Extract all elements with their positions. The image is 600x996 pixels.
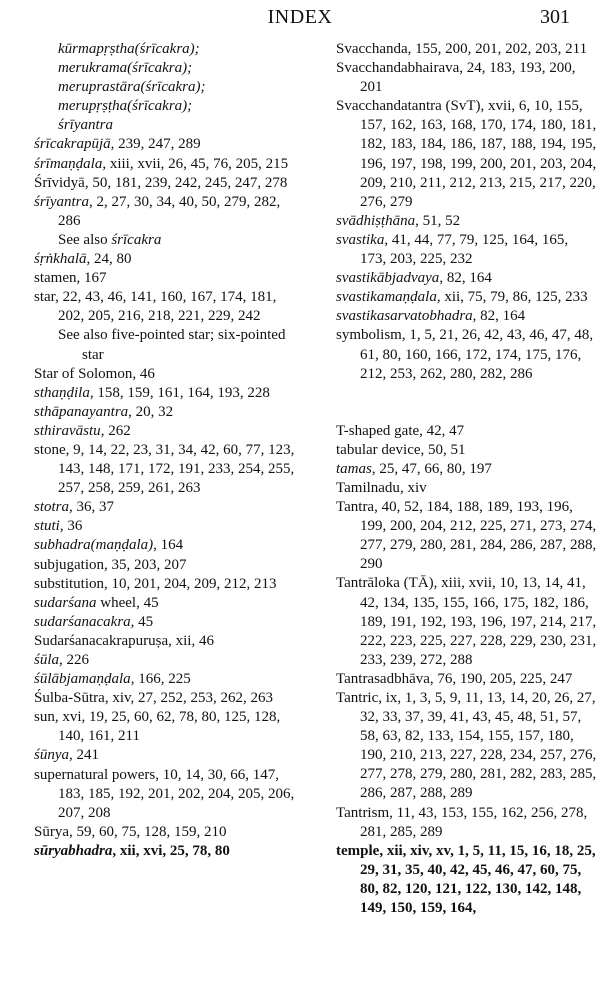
index-term: śrīcakrapūjā — [34, 136, 111, 153]
index-page-refs: , 166, 225 — [130, 671, 191, 688]
index-entry — [34, 384, 296, 403]
index-term: supernatural powers — [34, 766, 156, 783]
index-term: svastika — [336, 231, 385, 248]
index-page-refs: , 262 — [100, 422, 131, 439]
index-term: sthiravāstu — [34, 422, 101, 439]
index-term: Svacchandabhairava — [336, 60, 460, 77]
index-entry — [336, 231, 598, 269]
index-term: See also five-pointed star; six-pointed star — [58, 327, 286, 363]
index-page-refs: , 1, 5, 21, 26, 42, 43, 46, 47, 48, 61, 80, 160, 166, 172, 174, 175, 176, 212, 253, 262, 280, 282, 286 — [360, 327, 594, 382]
index-page-refs: , 10, 14, 30, 66, 147, 183, 185, 192, 201, 202, 204, 205, 206, 207, 208 — [58, 766, 295, 821]
index-page-refs: , 40, 52, 184, 188, 189, 193, 196, 199, 200, 204, 212, 225, 271, 273, 274, 277, 279, 280, 281, 284, 286, 287, 288, 290 — [360, 499, 597, 573]
index-entry — [336, 212, 598, 231]
index-entry — [336, 59, 598, 97]
index-entry — [34, 403, 296, 422]
index-page-refs: , 42, 47 — [419, 422, 465, 439]
index-entry — [34, 517, 296, 536]
index-page-refs: wheel, 45 — [96, 594, 159, 611]
index-term: svastikamaṇḍala — [336, 289, 437, 306]
index-page-refs: , xii, 46 — [168, 632, 214, 649]
index-term: svastikābjadvaya — [336, 270, 440, 287]
index-entry — [34, 231, 296, 250]
index-page-refs: śrīcakra — [111, 231, 162, 248]
index-entry — [34, 823, 296, 842]
index-column-right — [336, 40, 598, 918]
index-entry — [34, 59, 296, 78]
index-entry — [34, 575, 296, 594]
index-page-refs: , 24, 80 — [86, 251, 132, 268]
index-entry — [34, 269, 296, 288]
index-column-left — [34, 40, 296, 861]
index-page-refs: , 82, 164 — [472, 308, 526, 325]
index-page-refs: , 41, 44, 77, 79, 125, 164, 165, 173, 203, 225, 232 — [360, 231, 569, 268]
index-page-refs: , xiii, xvii, 26, 45, 76, 205, 215 — [102, 155, 289, 172]
index-term: kūrmapṛṣtha(śrīcakra); — [58, 41, 200, 57]
page-header — [0, 6, 600, 32]
index-page-refs: , xii, 75, 79, 86, 125, 233 — [436, 289, 588, 306]
index-page-refs: , 9, 14, 22, 23, 31, 34, 42, 60, 77, 123, 143, 148, 171, 172, 191, 233, 254, 255, 257, 258, 259, 261, 263 — [58, 441, 295, 497]
index-term: Tantric — [336, 690, 379, 706]
index-page-refs: , 51, 52 — [415, 212, 461, 229]
index-term: tamas — [336, 460, 372, 477]
index-term: star — [34, 289, 56, 306]
index-page-refs: , 22, 43, 46, 141, 160, 167, 174, 181, 202, 205, 216, 218, 221, 229, 242 — [55, 289, 277, 325]
index-entry — [336, 269, 598, 288]
index-entry — [336, 670, 598, 689]
index-term: stotra — [34, 499, 70, 516]
index-term: Tantrism — [336, 804, 390, 821]
index-page-refs: , 226 — [59, 652, 90, 668]
index-page-refs: , 10, 201, 204, 209, 212, 213 — [104, 575, 277, 592]
index-term: sthāpanayantra — [34, 403, 129, 420]
index-entry — [34, 116, 296, 135]
index-entry — [34, 498, 296, 517]
index-page-refs: , 50, 181, 239, 242, 245, 247, 278 — [84, 174, 288, 191]
index-page-refs: , 50, 51 — [420, 441, 466, 458]
index-page-refs: , 46 — [132, 365, 155, 382]
index-term: sthaṇḍila — [34, 384, 90, 401]
index-page-refs: , 155, 200, 201, 202, 203, 211 — [407, 41, 588, 57]
index-term: śūlābjamaṇḍala — [34, 671, 131, 688]
index-page-refs: , xvii, 6, 10, 155, 157, 162, 163, 168, 170, 174, 180, 181, 182, 183, 184, 186, 187, 188, 194, 195, 196, 197, 198, 199, 200, 201, 203, 204, 209, 210, 211, 212, 213, 215, 217, 220, 276, 279 — [360, 98, 597, 210]
index-term: symbolism — [336, 327, 402, 344]
index-page-refs: , 2, 27, 30, 34, 40, 50, 279, 282, 286 — [58, 193, 281, 229]
index-entry — [34, 746, 296, 765]
index-term: svādhiṣṭhāna — [336, 212, 416, 229]
index-term: śrīyantra — [58, 117, 114, 134]
index-entry — [34, 40, 296, 59]
index-term: sun — [34, 709, 55, 726]
index-entry — [34, 326, 296, 364]
index-term: stuti — [34, 518, 60, 535]
index-term: svastikasarvatobhadra — [336, 308, 473, 325]
index-entry — [336, 804, 598, 842]
index-entry — [34, 632, 296, 651]
index-term: subjugation — [34, 556, 104, 573]
index-entry — [34, 556, 296, 575]
index-page-refs: , 35, 203, 207 — [104, 556, 187, 573]
index-term: Tantra — [336, 499, 375, 516]
index-entry — [336, 307, 598, 326]
index-term: Tamilnadu — [336, 479, 400, 496]
index-entry — [34, 288, 296, 326]
index-term: Svacchanda — [336, 41, 408, 57]
index-entry — [34, 689, 296, 708]
index-page-refs: , 20, 32 — [128, 403, 174, 420]
index-page-refs: , xiv, 27, 252, 253, 262, 263 — [104, 690, 274, 707]
index-term: stone — [34, 441, 66, 458]
index-page-refs: , 36 — [59, 518, 83, 535]
index-term: substitution — [34, 575, 105, 592]
index-entry — [336, 574, 598, 669]
index-entry — [336, 689, 598, 804]
index-page-refs: , 76, 190, 205, 225, 247 — [429, 670, 573, 687]
index-entry — [336, 40, 598, 59]
index-page-refs: , xii, xiv, xv, 1, 5, 11, 15, 16, 18, 25, 29, 31, 35, 40, 42, 45, 46, 47, 60, 75, 80, 82, 120, 121, 122, 130, 142, 148, 149, 150, 159, 164, — [360, 842, 596, 917]
index-term: Śrīvidyā — [34, 174, 85, 191]
index-term: Tantrasadbhāva — [336, 670, 430, 687]
index-page-refs: , 36, 37 — [69, 499, 115, 516]
index-entry — [34, 174, 296, 193]
index-term: śrīmaṇḍala — [34, 155, 103, 172]
index-page-refs: , 25, 47, 66, 80, 197 — [371, 460, 492, 477]
index-page-refs: , 45 — [130, 613, 154, 630]
index-entry — [336, 326, 598, 383]
index-term: śūnya — [34, 747, 69, 764]
index-entry — [34, 842, 296, 861]
index-entry — [336, 498, 598, 574]
index-page-refs: , 167 — [76, 270, 107, 287]
index-entry — [336, 288, 598, 307]
index-page-refs: , 59, 60, 75, 128, 159, 210 — [69, 823, 227, 840]
index-entry — [336, 479, 598, 498]
index-term: temple — [336, 842, 380, 859]
index-entry — [34, 651, 296, 670]
index-entry — [34, 135, 296, 154]
index-page-refs: , 239, 247, 289 — [110, 136, 201, 153]
index-entry — [34, 422, 296, 441]
index-page-refs: , xvi, 19, 25, 60, 62, 78, 80, 125, 128, 140, 161, 211 — [54, 709, 281, 745]
page-number: 301 — [540, 6, 570, 28]
index-entry — [336, 422, 598, 441]
index-entry — [336, 842, 598, 918]
index-entry — [34, 78, 296, 97]
index-entry — [34, 441, 296, 498]
index-page-refs: , 82, 164 — [439, 270, 492, 287]
index-term: sudarśana — [34, 594, 97, 611]
index-term: subhadra(maṇḍala) — [34, 537, 154, 554]
index-entry — [34, 155, 296, 174]
index-page-refs: , 11, 43, 153, 155, 162, 256, 278, 281, 285, 289 — [360, 804, 588, 840]
index-entry — [34, 766, 296, 823]
index-term: See also — [58, 231, 112, 248]
index-page-refs: , 241 — [69, 747, 99, 764]
index-term: śrīyantra — [34, 193, 90, 210]
index-entry — [34, 536, 296, 555]
index-term: Śulba-Sūtra — [34, 690, 105, 707]
index-term: Star of Solomon — [34, 365, 133, 382]
index-entry — [34, 670, 296, 689]
index-entry — [34, 97, 296, 116]
index-entry — [336, 460, 598, 479]
index-page-refs: , xiv — [399, 479, 427, 496]
index-term: sudarśanacakra — [34, 613, 131, 630]
index-term: merukrama(śrīcakra); — [58, 60, 193, 77]
index-page-refs: , xii, xvi, 25, 78, 80 — [112, 842, 230, 859]
index-term: stamen — [34, 270, 77, 287]
index-term: śṛṅkhalā — [34, 251, 87, 268]
index-term: Tantrāloka (TĀ) — [336, 575, 434, 592]
running-title: INDEX — [267, 6, 333, 28]
section-gap — [336, 384, 598, 422]
index-entry — [336, 441, 598, 460]
index-entry — [34, 708, 296, 746]
index-page-refs: , 164 — [153, 537, 184, 554]
index-term: meruprastāra(śrīcakra); — [58, 79, 206, 96]
index-term: Svacchandatantra (SvT) — [336, 98, 481, 115]
index-page-refs: , 158, 159, 161, 164, 193, 228 — [89, 384, 270, 401]
index-term: Sūrya — [34, 823, 69, 840]
index-term: tabular device — [336, 441, 421, 458]
index-term: sūryabhadra — [34, 842, 113, 859]
index-entry — [34, 594, 296, 613]
index-page-refs: , ix, 1, 3, 5, 9, 11, 13, 14, 20, 26, 27, 32, 33, 37, 39, 41, 43, 45, 48, 51, 57, 58, 63, 82, 133, 154, 155, 157, 180, 190, 210, 213, 227, 228, 234, 257, 276, 277, 278, 279, 280, 281, 282, 283, 285, 286, 287, 288, 289 — [360, 690, 597, 802]
index-entry — [34, 365, 296, 384]
index-entry — [336, 97, 598, 212]
index-page-refs: , 24, 183, 193, 200, 201 — [360, 60, 576, 96]
index-entry — [34, 613, 296, 632]
index-term: T-shaped gate — [336, 422, 420, 439]
index-page-refs: , xiii, xvii, 10, 13, 14, 41, 42, 134, 135, 155, 166, 175, 182, 186, 189, 191, 192, 193, 196, 197, 214, 217, 222, 223, 225, 227, 228, 229, 230, 231, 233, 239, 272, 288 — [360, 575, 597, 668]
index-term: merupṛṣṭha(śrīcakra); — [58, 98, 193, 115]
index-term: Sudarśanacakrapuruṣa — [34, 632, 169, 649]
index-term: śūla — [34, 652, 60, 668]
index-entry — [34, 250, 296, 269]
index-entry — [34, 193, 296, 231]
